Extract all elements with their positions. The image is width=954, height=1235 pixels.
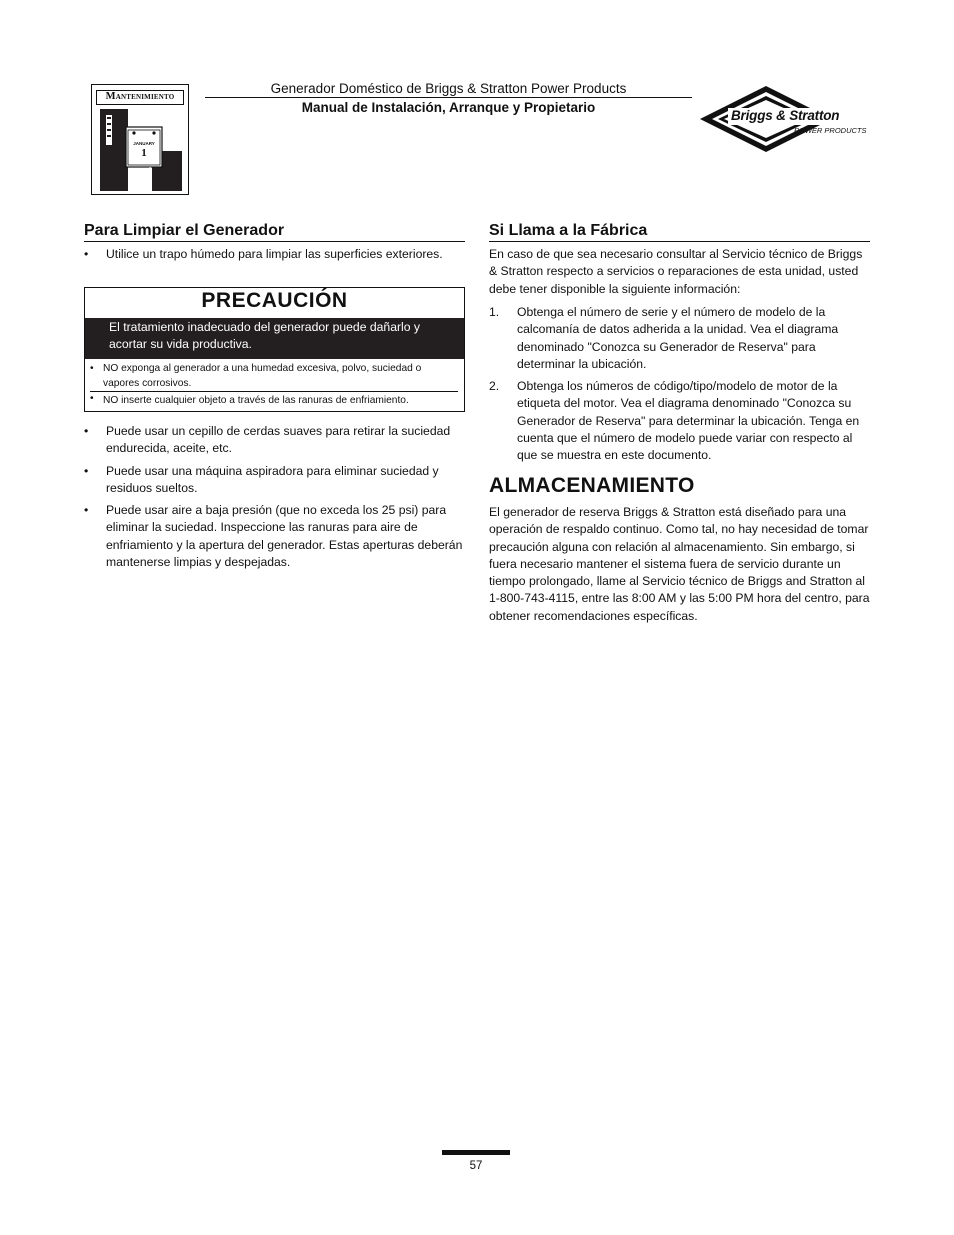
list-item-text: Puede usar aire a baja presión (que no exceda los 25 psi) para eliminar la suciedad. Inspeccione las ranuras para aire de enfriamiento y la apertura del generador. Estas aperturas deberán mantenerse limpias y despejadas. xyxy=(106,503,463,570)
calendar-month: JANUARY xyxy=(133,141,155,146)
logo-subtitle: POWER PRODUCTS xyxy=(794,126,867,135)
list-item xyxy=(489,304,870,373)
step-text: Obtenga los números de código/tipo/modelo de motor de la etiqueta del motor. Vea el diagrama denominado "Conozca su Generador de Reserva" para determinar la ubicación. Tenga en cuenta que el número de modelo puede variar con respecto al que se muestra en este documento. xyxy=(517,379,860,463)
calendar-day: 1 xyxy=(141,147,147,159)
cleaning-heading: Para Limpiar el Generador xyxy=(84,222,465,242)
maintenance-badge-title: Mantenimiento xyxy=(96,90,184,105)
caution-title: PRECAUCIÓN xyxy=(201,289,348,312)
list-item: • Puede usar aire a baja presión (que no exceda los 25 psi) para eliminar la suciedad. Inspeccione las ranuras para aire de enfriamiento y la apertura del generador. Estas aperturas deberán mantenerse limpias y despejadas. xyxy=(84,503,463,570)
briggs-stratton-logo xyxy=(698,84,870,154)
list-item: • Utilice un trapo húmedo para limpiar las superficies exteriores. xyxy=(84,247,443,261)
list-item-text: Puede usar una máquina aspiradora para eliminar suciedad y residuos sueltos. xyxy=(106,463,439,495)
list-item: • Puede usar una máquina aspiradora para eliminar suciedad y residuos sueltos. xyxy=(84,463,439,495)
caution-list xyxy=(85,359,464,409)
caution-item-text: NO exponga al generador a una humedad excesiva, polvo, suciedad o vapores corrosivos. xyxy=(103,363,422,389)
step-number: 2. xyxy=(489,379,500,394)
list-item-text: Puede usar un cepillo de cerdas suaves para retirar la suciedad endurecida, aceite, etc. xyxy=(106,424,451,456)
cleaning-list xyxy=(84,423,465,571)
factory-steps xyxy=(489,304,870,465)
step-text: Obtenga el número de serie y el número de modelo de la calcomanía de datos adherida a la unidad. Vea el diagrama denominado "Conozca su Generador de Reserva" para determinar la ubicación. xyxy=(517,305,839,371)
factory-intro: En caso de que sea necesario consultar al Servicio técnico de Briggs & Stratton respecto a servicios o reparaciones de esta unidad, usted debe tener disponible la siguiente información: xyxy=(489,247,863,296)
list-item: • Puede usar un cepillo de cerdas suaves para retirar la suciedad endurecida, aceite, etc. xyxy=(84,424,451,456)
factory-heading: Si Llama a la Fábrica xyxy=(489,222,870,242)
list-item xyxy=(489,378,870,464)
logo-brand-text: Briggs & Stratton xyxy=(731,108,840,123)
storage-text: El generador de reserva Briggs & Stratton está diseñado para una operación de respaldo continuo. Como tal, no hay necesidad de tomar precaución alguna con relación al almacenamiento. Sin embargo, si fuera necesario mantener el sistema fuera de servicio durante un tiempo prolongado, llame al Servicio técnico de Briggs and Stratton al 1-800-743-4115, entre las 8:00 AM y las 5:00 PM hora del centro, para obtener recomendaciones específicas. xyxy=(489,505,870,623)
caution-item: • NO exponga al generador a una humedad excesiva, polvo, suciedad o vapores corrosivos. xyxy=(90,362,458,392)
header-product-line: Generador Doméstico de Briggs & Stratton Power Products xyxy=(205,81,692,98)
page-number-bar xyxy=(442,1150,510,1155)
header-manual-title: Manual de Instalación, Arranque y Propietario xyxy=(301,100,596,115)
step-number: 1. xyxy=(489,305,500,319)
caution-box xyxy=(84,287,465,412)
caution-item: • NO inserte cualquier objeto a través de las ranuras de enfriamiento. xyxy=(90,393,409,406)
caution-warning: El tratamiento inadecuado del generador puede dañarlo y acortar su vida productiva. xyxy=(85,318,464,359)
list-item-text: Utilice un trapo húmedo para limpiar las superficies exteriores. xyxy=(106,247,443,261)
maintenance-badge xyxy=(91,84,189,195)
caution-item-text: NO inserte cualquier objeto a través de las ranuras de enfriamiento. xyxy=(103,395,409,406)
storage-heading: ALMACENAMIENTO xyxy=(489,474,695,497)
page-number: 57 xyxy=(469,1160,483,1172)
